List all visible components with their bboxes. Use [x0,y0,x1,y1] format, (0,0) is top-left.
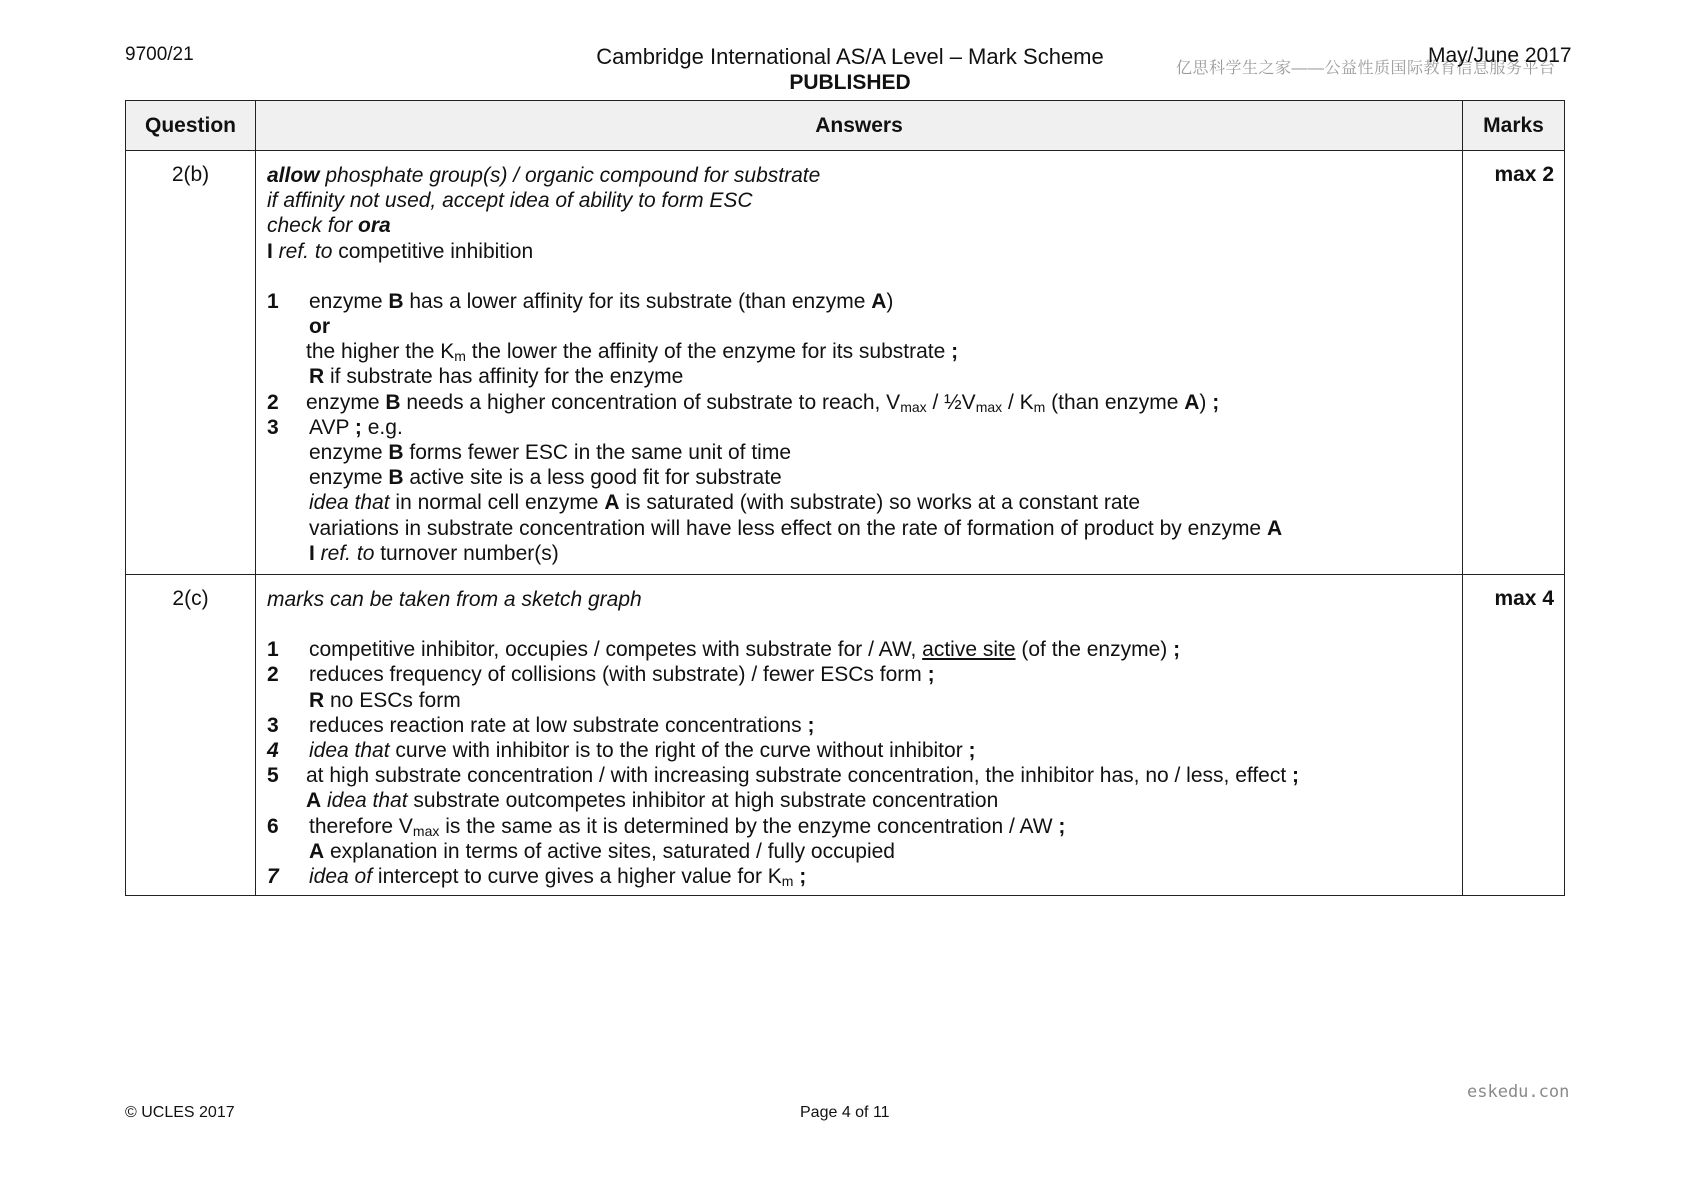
column-header-answers: Answers [256,101,1463,151]
marking-point: 7 idea of intercept to curve gives a higher value for $K_m$ ; [267,865,807,890]
copyright: © UCLES 2017 [125,1104,235,1121]
marking-point: 2 enzyme B needs a higher concentration of substrate to reach, $V_{max}$ / $\frac{1}{2}V_{max} / K_m$ (than enzyme A) ; [267,390,1220,415]
guidance-note: check for ora [267,214,391,238]
reject-note: R no ESCs form [309,688,461,712]
marking-point: 1 competitive inhibitor, occupies / competes with substrate for / AW, active site (of the enzyme) ; [267,638,1181,662]
guidance-note: allow phosphate group(s) / organic compound for substrate [267,164,821,187]
marks-value: max 2 [1463,151,1565,575]
syllabus-code: 9700/21 [125,44,194,65]
table-row [126,151,1565,575]
column-header-marks: Marks [1463,101,1565,151]
marking-point: 4 idea that curve with inhibitor is to the right of the curve without inhibitor ; [267,739,976,763]
marking-point: 2 reduces frequency of collisions (with substrate) / fewer ESCs form ; [267,663,935,687]
watermark-text: 亿思科学生之家——公益性质国际教育信息服务平台 [1176,60,1556,77]
marks-value: max 4 [1463,575,1565,896]
document-title: Cambridge International AS/A Level – Mark Scheme [596,44,1104,69]
guidance-note: if affinity not used, accept idea of ability to form ESC [267,189,753,213]
exam-session: May/June 2017 [1428,44,1572,67]
example-point: variations in substrate concentration will have less effect on the rate of formation of product by enzyme A [309,516,1283,540]
guidance-note: I ref. to competitive inhibition [267,239,534,263]
accept-note: A explanation in terms of active sites, saturated / fully occupied [309,839,895,863]
table-header-row [126,101,1565,151]
marking-point: 3 reduces reaction rate at low substrate concentrations ; [267,713,815,737]
site-watermark: eskedu.con [1467,1082,1570,1102]
table-row [126,575,1565,896]
marking-point-or: or [309,315,330,339]
answer-cell [256,151,1463,575]
marking-point-alt: the higher the $K_m$ the lower the affinity of the enzyme for its substrate ; [306,340,959,365]
answer-cell [256,575,1463,896]
guidance-note: marks can be taken from a sketch graph [267,588,642,612]
ignore-note: I ref. to turnover number(s) [309,541,559,565]
mark-scheme-table [125,100,1565,896]
page-number: Page 4 of 11 [800,1104,890,1121]
marking-point: 3 AVP ; e.g. [267,415,403,439]
reject-note: R if substrate has affinity for the enzyme [309,365,684,389]
example-point: idea that in normal cell enzyme A is saturated (with substrate) so works at a constant rate [309,491,1141,515]
question-number: 2(c) [126,575,256,896]
marking-point: 1 enzyme B has a lower affinity for its substrate (than enzyme A) [267,289,894,313]
question-number: 2(b) [126,151,256,575]
published-label: PUBLISHED [789,71,911,94]
example-point: enzyme B active site is a less good fit for substrate [309,466,782,490]
example-point: enzyme B forms fewer ESC in the same unit of time [309,441,792,465]
accept-note: A idea that substrate outcompetes inhibitor at high substrate concentration [306,789,999,813]
column-header-question: Question [126,101,256,151]
page-header [590,44,1110,96]
marking-point: 6 therefore $V_{max}$ is the same as it is determined by the enzyme concentration / AW ; [267,814,1066,839]
marking-point: 5 at high substrate concentration / with increasing substrate concentration, the inhibitor has, no / less, effect ; [267,764,1300,788]
